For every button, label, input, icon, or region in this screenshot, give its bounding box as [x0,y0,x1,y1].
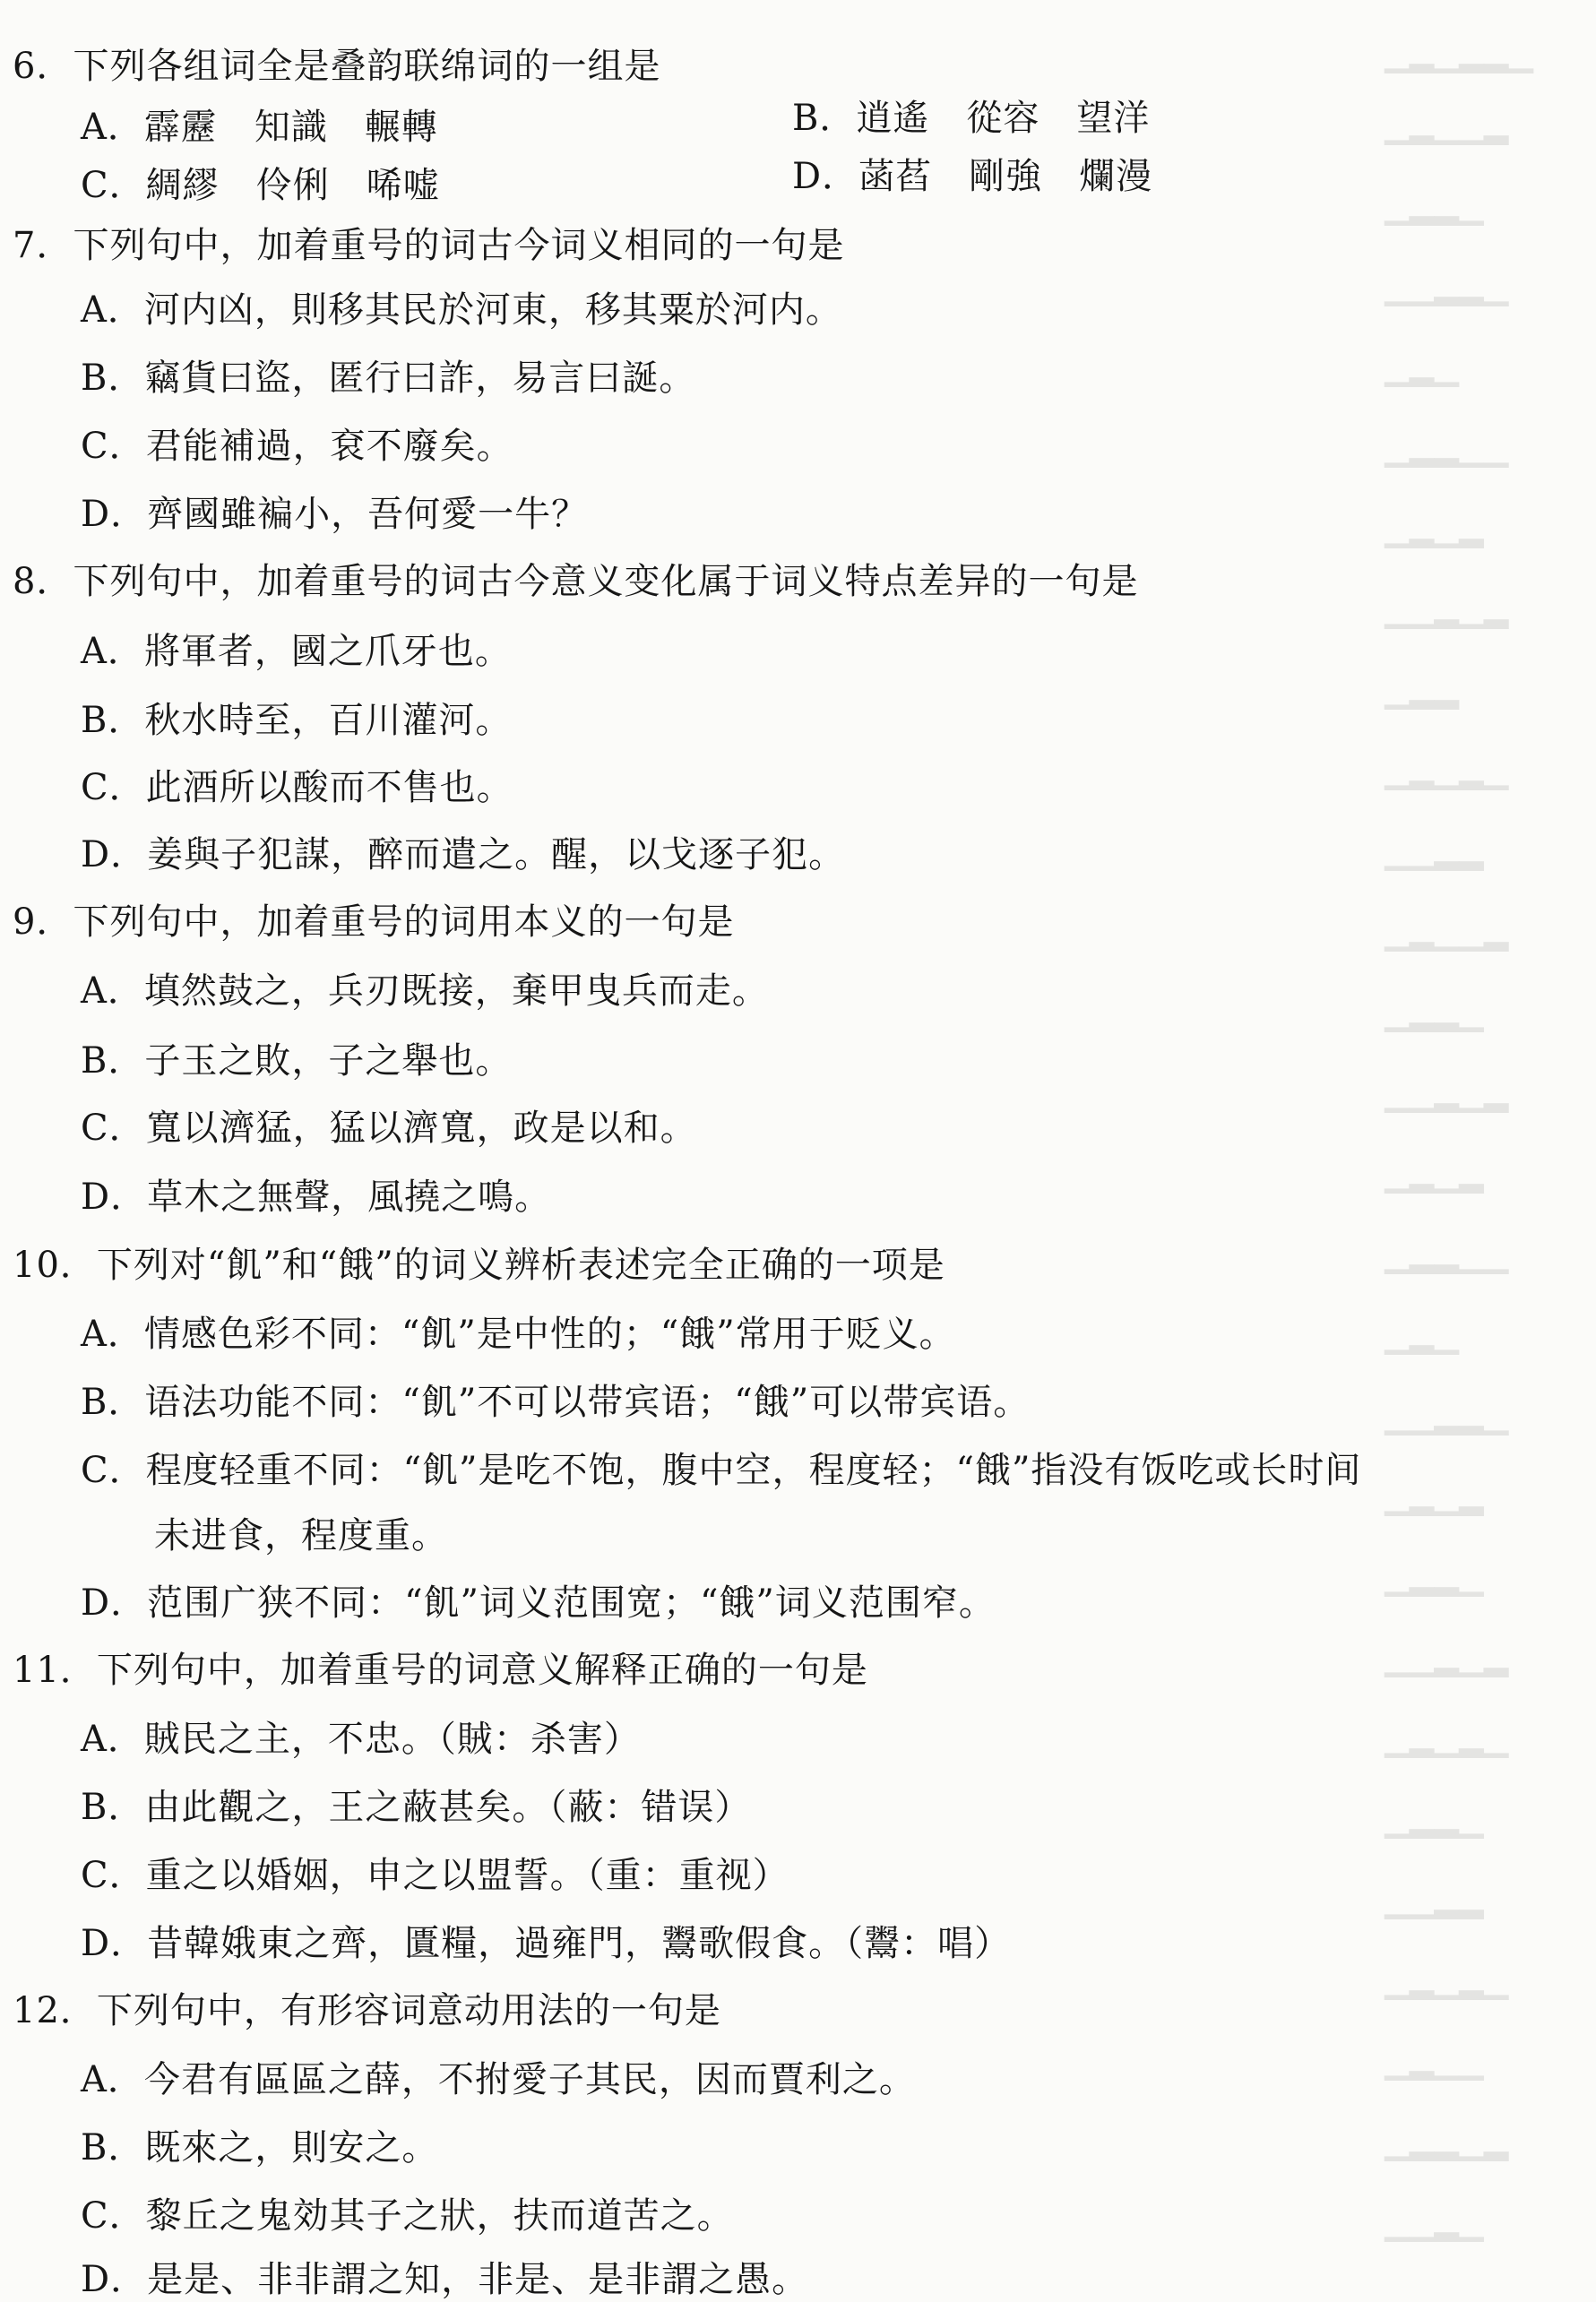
question-6-option-a: A．霹靂 知識 輾轉 [81,107,438,148]
question-8-stem: 8．下列句中，加着重号的词古今意义变化属于词义特点差异的一句是 [13,561,1139,602]
question-6-option-d: D．菡萏 剛強 爛漫 [792,156,1153,197]
question-7-option-d: D．齊國雖褊小，吾何愛一牛？ [81,494,589,535]
question-12-option-b: B．既來之，則安之。 [81,2127,439,2168]
question-10-option-a: A．情感色彩不同：“飢”是中性的；“餓”常用于贬义。 [81,1314,956,1355]
question-6-option-b: B．逍遙 從容 望洋 [792,98,1151,139]
question-11-option-d: D．昔韓娥東之齊，匱糧，過雍門，鬻歌假食。（鬻：唱） [81,1923,1012,1964]
question-10-stem: 10．下列对“飢”和“餓”的词义辨析表述完全正确的一项是 [13,1245,945,1286]
question-9-option-b: B．子玉之敗，子之舉也。 [81,1040,513,1082]
question-9-stem: 9．下列句中，加着重号的词用本义的一句是 [13,901,735,943]
question-11-option-b: B．由此觀之，王之蔽甚矣。（蔽：错误） [81,1787,752,1828]
question-8-option-c: C．此酒所以酸而不售也。 [81,767,513,808]
question-10-option-c-continued: 未进食，程度重。 [154,1515,448,1556]
question-6-option-c: C．綢繆 伶俐 唏嘘 [81,165,440,206]
question-9-option-c: C．寬以濟猛，猛以濟寬，政是以和。 [81,1108,697,1149]
question-12-option-c: C．黎丘之鬼効其子之狀，扶而道苦之。 [81,2195,734,2237]
question-11-option-a: A．賊民之主，不忠。（賊：杀害） [81,1719,641,1760]
question-9-option-a: A．填然鼓之，兵刃既接，棄甲曳兵而走。 [81,970,769,1012]
exam-page: ▁▂▁▂▂▁ ▁▂▁▁▂ ▁▂▂▁ ▁▁▂▂▁ ▁▂▁ ▁▂▂▁▁ ▁▂▁▂ ▁▁▂▁▂ ▁▂▂ ▁▂▁▂▁ ▁▁▂▂ ▁▂▁▁▂ ▁▂▂▁ ▁▁▂▁▂ ▁▂▁▂ ▁▂▂▁▁ ▁▂▁ ▁▁▂▂▁ ▁▂▁▂ ▁▂▂▁ ▁▁▂▁▂ ▁▂▁▂▁ ▁▂▂▁ ▁▁▂▂ ▁▂▁▂▁ ▁▂▁▁ ▁▂▂▁▂ ▁▁▂▁ 6．下列各组词全是叠韵联绵词的一组是 A．霹靂 知識 輾轉 B．逍遙 從容 望洋 C．綢繆 伶俐 唏嘘 D．菡萏 剛強 爛漫 7．下列句中，加着重号的词古今词义相同的一句是 A．河内凶，則移其民於河東，移其粟於河内。 B．竊貨曰盜，匿行曰詐，易言曰誕。 C．君能補過，袞不廢矣。 D．齊國雖褊小，吾何愛一牛？ 8．下列句中，加着重号的词古今意义变化属于词义特点差异的一句是 A．將軍者，國之爪牙也。 B．秋水時至，百川灌河。 C．此酒所以酸而不售也。 D．姜與子犯謀，醉而遣之。醒，以戈逐子犯。 9．下列句中，加着重号的词用本义的一句是 A．填然鼓之，兵刃既接，棄甲曳兵而走。 B．子玉之敗，子之舉也。 C．寬以濟猛，猛以濟寬，政是以和。 D．草木之無聲，風撓之鳴。 10．下列对“飢”和“餓”的词义辨析表述完全正确的一项是 A．情感色彩不同：“飢”是中性的；“餓”常用于贬义。 B．语法功能不同：“飢”不可以带宾语；“餓”可以带宾语。 C．程度轻重不同：“飢”是吃不饱，腹中空，程度轻；“餓”指没有饭吃或长时间 未进食，程度重。 D．范围广狭不同：“飢”词义范围宽；“餓”词义范围窄。 11．下列句中，加着重号的词意义解释正确的一句是 A．賊民之主，不忠。（賊：杀害） B．由此觀之，王之蔽甚矣。（蔽：错误） C．重之以婚姻，申之以盟誓。（重：重视） D．昔韓娥東之齊，匱糧，過雍門，鬻歌假食。（鬻：唱） 12．下列句中，有形容词意动用法的一句是 A．今君有區區之薛，不拊愛子其民，因而賈利之。 B．既來之，則安之。 C．黎丘之鬼効其子之狀，扶而道苦之。 D．是是、非非謂之知，非是、是非謂之愚。 [13,37,1534,2300]
question-7-option-b: B．竊貨曰盜，匿行曰詐，易言曰誕。 [81,358,696,399]
question-8-option-d: D．姜與子犯謀，醉而遣之。醒，以戈逐子犯。 [81,834,846,875]
question-10-option-d: D．范围广狭不同：“飢”词义范围宽；“餓”词义范围窄。 [81,1582,996,1624]
question-6-stem: 6．下列各组词全是叠韵联绵词的一组是 [13,46,661,87]
question-7-option-c: C．君能補過，袞不廢矣。 [81,426,513,467]
question-8-option-b: B．秋水時至，百川灌河。 [81,700,513,741]
question-12-option-a: A．今君有區區之薛，不拊愛子其民，因而賈利之。 [81,2059,916,2100]
question-10-option-c: C．程度轻重不同：“飢”是吃不饱，腹中空，程度轻；“餓”指没有饭吃或长时间 [81,1450,1362,1491]
question-7-option-a: A．河内凶，則移其民於河東，移其粟於河内。 [81,289,842,331]
question-10-option-b: B．语法功能不同：“飢”不可以带宾语；“餓”可以带宾语。 [81,1382,1031,1423]
question-9-option-d: D．草木之無聲，風撓之鳴。 [81,1177,552,1218]
question-11-option-c: C．重之以婚姻，申之以盟誓。（重：重视） [81,1855,789,1896]
question-12-option-d: D．是是、非非謂之知，非是、是非謂之愚。 [81,2259,809,2300]
question-7-stem: 7．下列句中，加着重号的词古今词义相同的一句是 [13,225,845,266]
question-11-stem: 11．下列句中，加着重号的词意义解释正确的一句是 [13,1650,868,1691]
question-12-stem: 12．下列句中，有形容词意动用法的一句是 [13,1990,721,2031]
question-8-option-a: A．將軍者，國之爪牙也。 [81,631,512,672]
